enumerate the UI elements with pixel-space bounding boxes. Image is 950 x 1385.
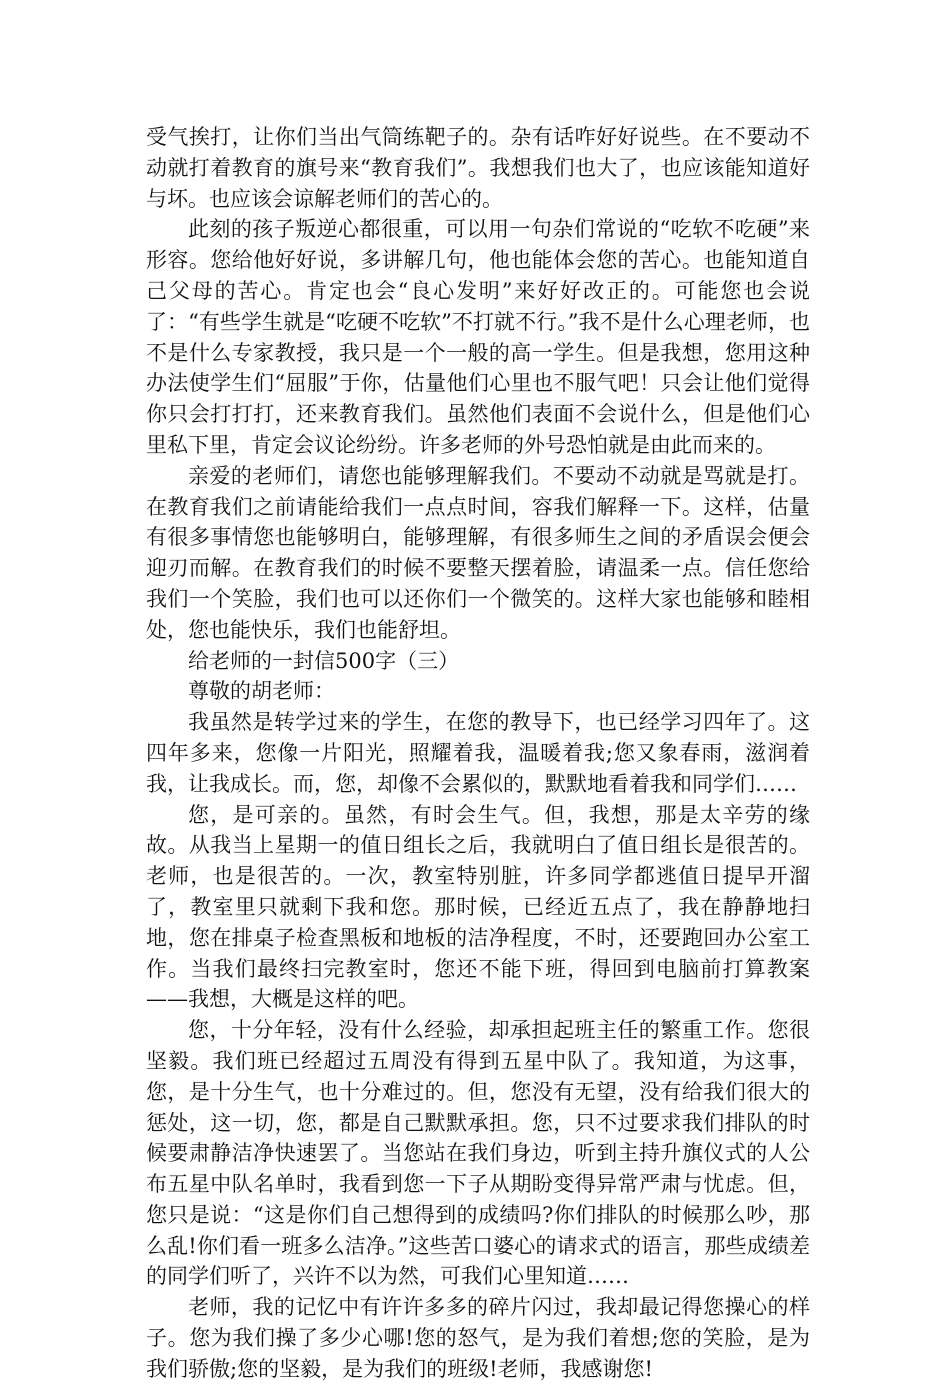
paragraph-2: 此刻的孩子叛逆心都很重，可以用一句杂们常说的“吃软不吃硬”来形容。您给他好好说，多讲解几句，他也能体会您的苦心。也能知道自己父母的苦心。肯定也会“良心发明”来好好改正的。可能您也会说了：“有些学生就是“吃硬不吃软”不打就不行。”我不是什么心理老师，也不是什么专家教授，我只是一个一般的高一学生。但是我想，您用这种办法使学生们“屈服”于你，估量他们心里也不服气吧！只会让他们觉得你只会打打打，还来教育我们。虽然他们表面不会说什么，但是他们心里私下里，肯定会议论纷纷。许多老师的外号恐怕就是由此而来的。 xyxy=(146,217,810,457)
paragraph-8: 您，十分年轻，没有什么经验，却承担起班主任的繁重工作。您很坚毅。我们班已经超过五周没有得到五星中队了。我知道，为这事，您，是十分生气，也十分难过的。但，您没有无望，没有给我们很大的惩处，这一切，您，都是自己默默承担。您，只不过要求我们排队的时候要肃静洁净快速罢了。当您站在我们身边，听到主持升旗仪式的人公布五星中队名单时，我看到您一下子从期盼变得异常严肃与忧虑。但，您只是说：“这是你们自己想得到的成绩吗?你们排队的时候那么吵，那么乱!你们看一班多么洁净。”这些苦口婆心的请求式的语言，那些成绩差的同学们听了，兴许不以为然，可我们心里知道…… xyxy=(146,1018,810,1289)
paragraph-3: 亲爱的老师们，请您也能够理解我们。不要动不动就是骂就是打。在教育我们之前请能给我们一点点时间，容我们解释一下。这样，估量有很多事情您也能够明白，能够理解，有很多师生之间的矛盾误会便会迎刃而解。在教育我们的时候不要整天摆着脸，请温柔一点。信任您给我们一个笑脸，我们也可以还你们一个微笑的。这样大家也能够和睦相处，您也能快乐，我们也能舒坦。 xyxy=(146,463,810,642)
paragraph-9: 老师，我的记忆中有许许多多的碎片闪过，我却最记得您操心的样子。您为我们操了多少心哪!您的怒气，是为我们着想;您的笑脸，是为我们骄傲;您的坚毅，是为我们的班级!老师，我感谢您! xyxy=(146,1295,810,1381)
paragraph-7: 您，是可亲的。虽然，有时会生气。但，我想，那是太辛劳的缘故。从我当上星期一的值日组长之后，我就明白了值日组长是很苦的。老师，也是很苦的。一次，教室特别脏，许多同学都逃值日提早开溜了，教室里只就剩下我和您。那时候，已经近五点了，我在静静地扫地，您在排桌子检查黑板和地板的洁净程度，不时，还要跑回办公室工作。当我们最终扫完教室时，您还不能下班，得回到电脑前打算教案——我想，大概是这样的吧。 xyxy=(146,802,810,1012)
paragraph-6: 我虽然是转学过来的学生，在您的教导下，也已经学习四年了。这四年多来，您像一片阳光，照耀着我，温暖着我;您又象春雨，滋润着我，让我成长。而，您，却像不会累似的，默默地看着我和同学们…… xyxy=(146,710,810,796)
paragraph-1: 受气挨打，让你们当出气筒练靶子的。杂有话咋好好说些。在不要动不动就打着教育的旗号来“教育我们”。我想我们也大了，也应该能知道好与坏。也应该会谅解老师们的苦心的。 xyxy=(146,125,810,211)
letter-salutation: 尊敬的胡老师： xyxy=(188,679,335,704)
section-heading: 给老师的一封信500字（三） xyxy=(188,648,460,673)
document-body xyxy=(146,122,810,1385)
